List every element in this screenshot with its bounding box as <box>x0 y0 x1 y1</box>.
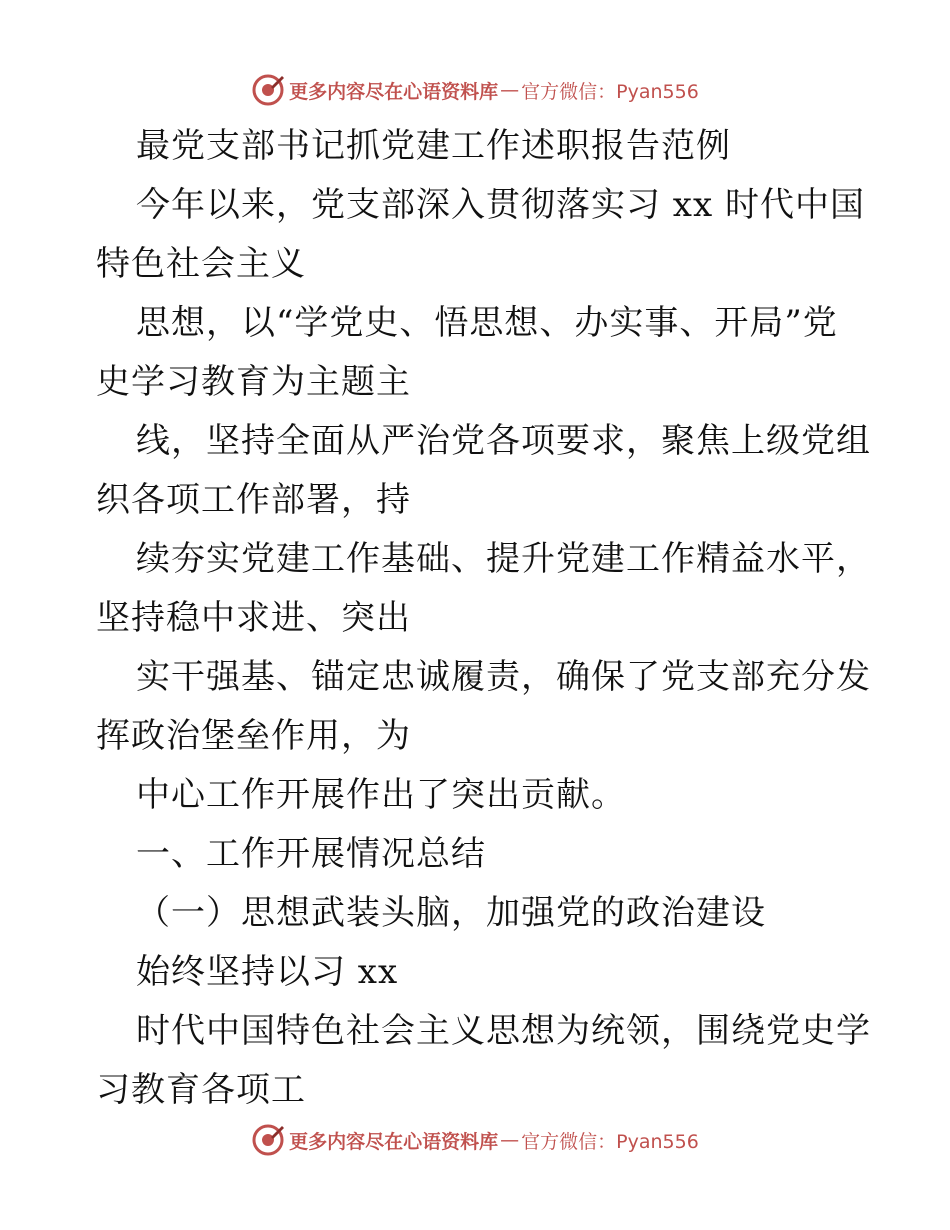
paragraph-line: 挥政治堡垒作用，为 <box>96 716 411 756</box>
header-watermark <box>0 70 950 110</box>
watermark-main-text: 更多内容尽在心语资料库 <box>289 1130 499 1153</box>
watermark-separator: — <box>500 1129 520 1151</box>
footer-watermark <box>0 1120 950 1160</box>
watermark-separator: — <box>500 79 520 101</box>
watermark-contact-text: 官方微信：Pyan556 <box>521 1130 699 1153</box>
subsection-heading: （一）思想武装头脑，加强党的政治建设 <box>136 893 766 933</box>
paragraph-line: 史学习教育为主题主 <box>96 362 411 402</box>
paragraph-line: 始终坚持以习 xx <box>136 952 399 992</box>
watermark-main-text: 更多内容尽在心语资料库 <box>289 80 499 103</box>
paragraph-line: 时代中国特色社会主义思想为统领，围绕党史学 <box>136 1011 871 1051</box>
paragraph-line: 织各项工作部署，持 <box>96 480 411 520</box>
paragraph-line: 思想，以“学党史、悟思想、办实事、开局”党 <box>136 303 838 343</box>
paragraph-line: 今年以来，党支部深入贯彻落实习 xx 时代中国 <box>136 185 865 225</box>
pen-logo-icon <box>251 73 285 107</box>
watermark-contact-text: 官方微信：Pyan556 <box>521 80 699 103</box>
paragraph-line: 中心工作开展作出了突出贡献。 <box>136 775 626 815</box>
pen-logo-icon <box>251 1123 285 1157</box>
paragraph-line: 习教育各项工 <box>96 1070 306 1110</box>
section-heading: 一、工作开展情况总结 <box>136 834 486 874</box>
paragraph-line: 实干强基、锚定忠诚履责，确保了党支部充分发 <box>136 657 871 697</box>
document-title: 最党支部书记抓党建工作述职报告范例 <box>136 126 731 166</box>
paragraph-line: 坚持稳中求进、突出 <box>96 598 411 638</box>
document-body <box>96 117 871 1120</box>
paragraph-line: 特色社会主义 <box>96 244 306 284</box>
paragraph-line: 线，坚持全面从严治党各项要求，聚焦上级党组 <box>136 421 871 461</box>
paragraph-line: 续夯实党建工作基础、提升党建工作精益水平， <box>136 539 871 579</box>
